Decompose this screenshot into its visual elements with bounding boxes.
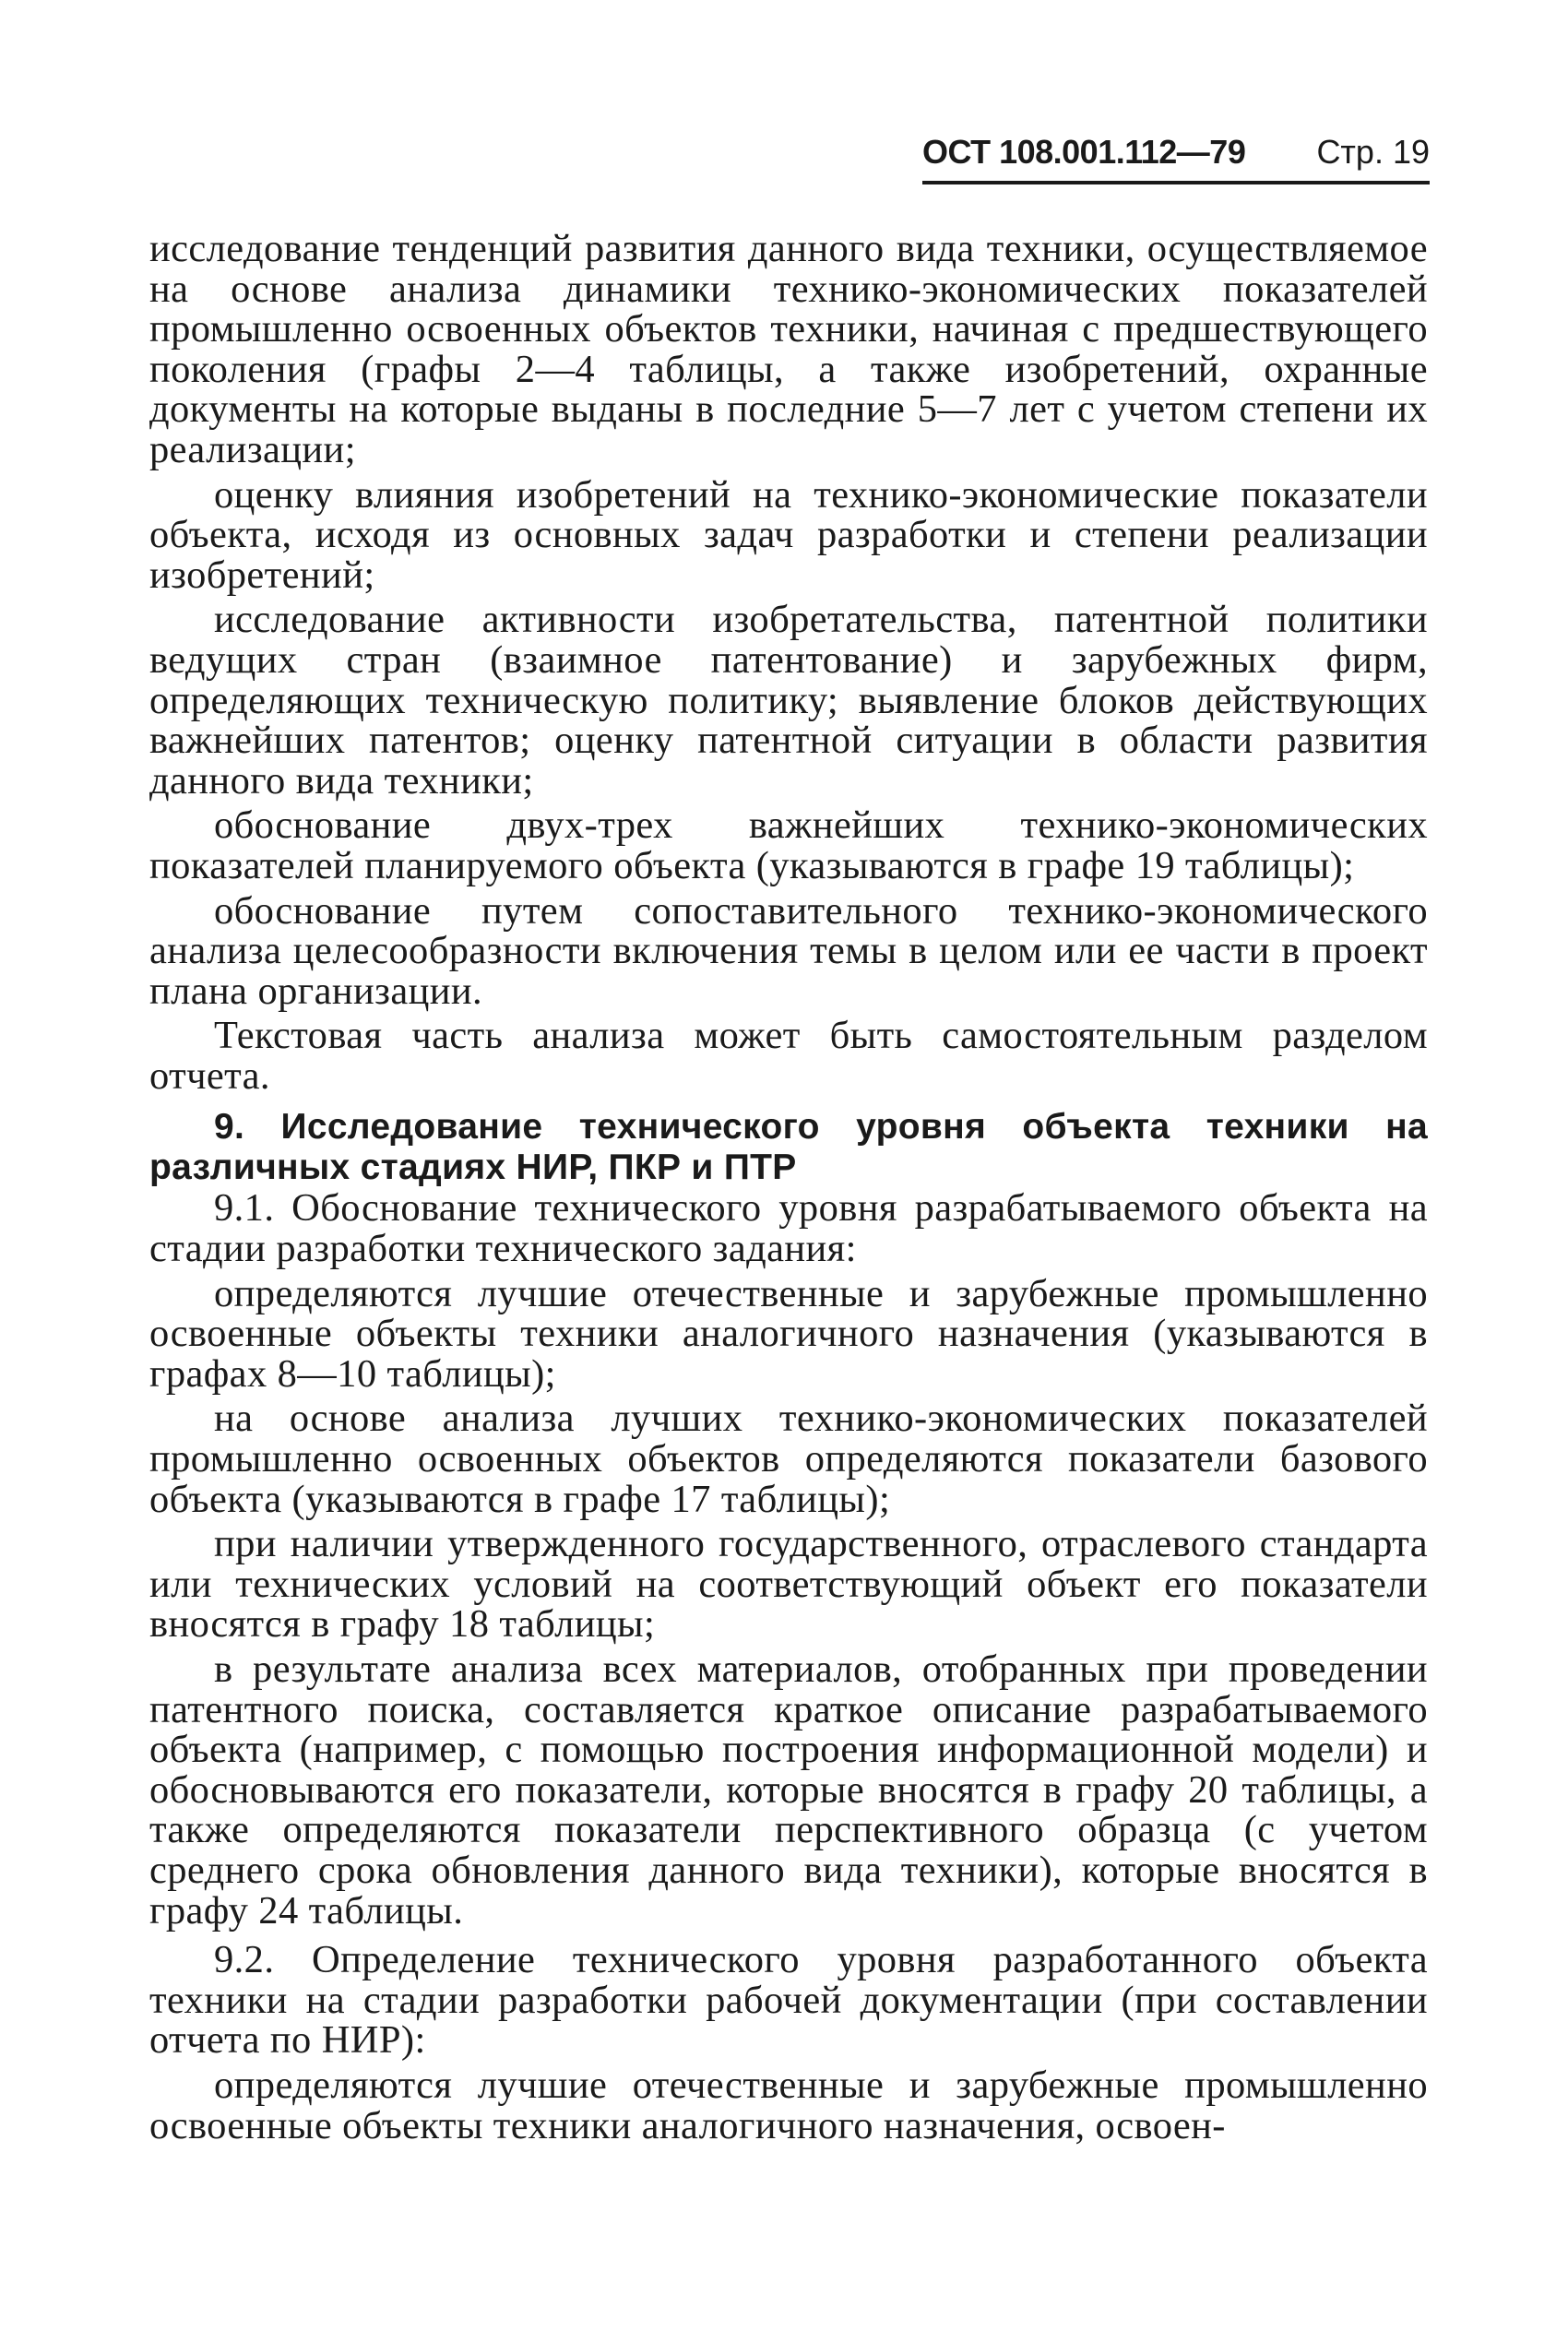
paragraph: исследование тенденций развития данного вида техники, осуществляемое на основе анализа динамики технико-экономических показателей промышленно освоенных объектов техники, начиная с предшествующего поколения (графы 2—4 таблицы, а также изобретений, охранные документы на которые выданы в последние 5—7 лет с учетом степени их реализации;	[149, 227, 1428, 471]
document-body	[149, 229, 1428, 2150]
section-heading: 9. Исследование технического уровня объекта техники на различных стадиях НИР, ПКР и ПТР	[149, 1107, 1428, 1188]
page-number: Стр. 19	[1316, 133, 1430, 171]
paragraph: обоснование двух-трех важнейших технико-экономических показателей планируемого объекта (указываются в графе 19 таблицы);	[149, 803, 1428, 887]
paragraph: 9.1. Обоснование технического уровня разрабатываемого объекта на стадии разработки технического задания:	[149, 1186, 1428, 1271]
paragraph: при наличии утвержденного государственного, отраслевого стандарта или технических условий на соответствующий объект его показатели вносятся в графу 18 таблицы;	[149, 1522, 1428, 1647]
paragraph: определяются лучшие отечественные и зарубежные промышленно освоенные объекты техники аналогичного назначения, освоен-	[149, 2063, 1428, 2147]
paragraph: в результате анализа всех материалов, отобранных при проведении патентного поиска, составляется краткое описание разрабатываемого объекта (например, с помощью построения информационной модели) и обосновываются его показатели, которые вносятся в графу 20 таблицы, а также определяются показатели перспективного образца (с учетом среднего срока обновления данного вида техники), которые вносятся в графу 24 таблицы.	[149, 1647, 1428, 1933]
standard-number: ОСТ 108.001.112—79	[922, 133, 1246, 171]
paragraph: определяются лучшие отечественные и зарубежные промышленно освоенные объекты техники аналогичного назначения (указываются в графах 8—10 таблицы);	[149, 1271, 1428, 1396]
page-header	[922, 129, 1430, 184]
paragraph: на основе анализа лучших технико-экономических показателей промышленно освоенных объектов определяются показатели базового объекта (указываются в графе 17 таблицы);	[149, 1397, 1428, 1521]
paragraph: оценку влияния изобретений на технико-экономические показатели объекта, исходя из основных задач разработки и степени реализации изобретений;	[149, 472, 1428, 597]
paragraph: Текстовая часть анализа может быть самостоятельным разделом отчета.	[149, 1014, 1428, 1098]
paragraph: обоснование путем сопоставительного технико-экономического анализа целесообразности включения темы в целом или ее части в проект плана организации.	[149, 888, 1428, 1013]
paragraph: 9.2. Определение технического уровня разработанного объекта техники на стадии разработки рабочей документации (при составлении отчета по НИР):	[149, 1938, 1428, 2063]
paragraph: исследование активности изобретательства, патентной политики ведущих стран (взаимное патентование) и зарубежных фирм, определяющих техническую политику; выявление блоков действующих важнейших патентов; оценку патентной ситуации в области развития данного вида техники;	[149, 598, 1428, 803]
